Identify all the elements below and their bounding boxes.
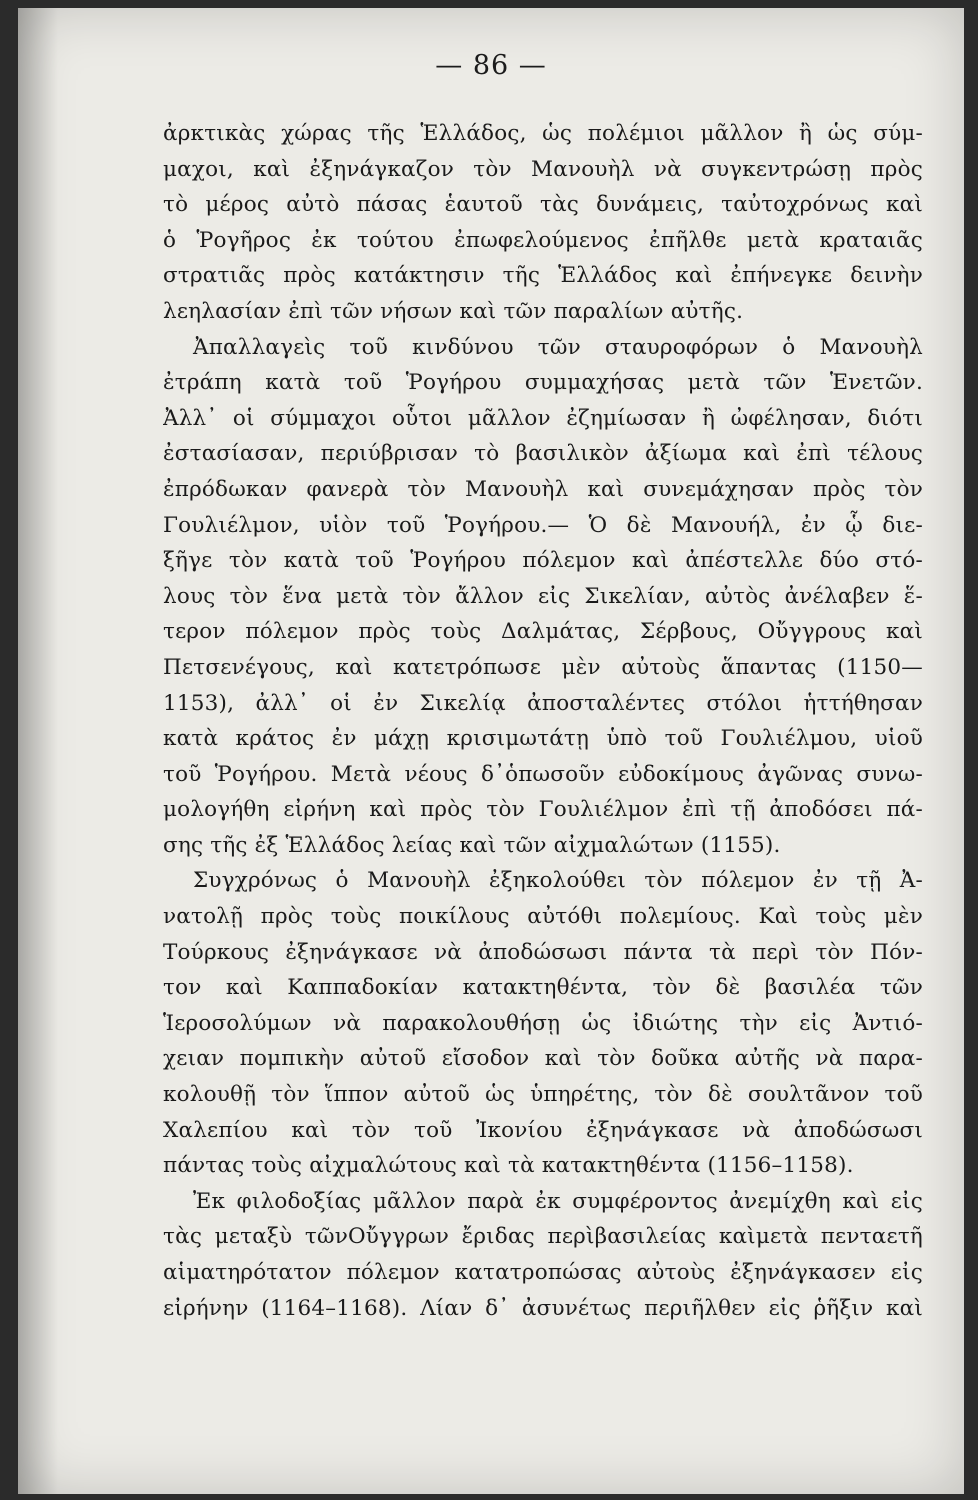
text-line: τὰς μεταξὺ τῶνΟὔγγρων ἔριδας περὶβασιλείας καὶμετὰ πενταετῆ <box>163 1224 923 1250</box>
text-line: Πετσενέγους, καὶ κατετρόπωσε μὲν αὐτοὺς ἅπαντας (1150— <box>163 654 923 680</box>
text-line: Γουλιέλμον, υἱὸν τοῦ Ῥογήρου.— Ὁ δὲ Μανουήλ, ἐν ᾧ διε- <box>163 512 923 538</box>
text-line: χειαν πομπικὴν αὐτοῦ εἴσοδον καὶ τὸν δοῦκα αὐτῆς νὰ παρα- <box>163 1046 923 1072</box>
text-line: ἀρκτικὰς χώρας τῆς Ἑλλάδος, ὡς πολέμιοι μᾶλλον ἢ ὡς σύμ- <box>163 121 923 146</box>
text-line: νατολῇ πρὸς τοὺς ποικίλους αὐτόθι πολεμίους. Καὶ τοὺς μὲν <box>163 904 923 930</box>
text-line: τερον πόλεμον πρὸς τοὺς Δαλμάτας, Σέρβους, Οὔγγρους καὶ <box>163 619 923 645</box>
text-line: κολουθῇ τὸν ἵππον αὐτοῦ ὡς ὑπηρέτης, τὸν δὲ σουλτᾶνον τοῦ <box>163 1082 923 1108</box>
text-line: Ἀλλ᾽ οἱ σύμμαχοι οὗτοι μᾶλλον ἐζημίωσαν ἢ ὠφέλησαν, διότι <box>163 405 923 431</box>
text-line: ὁ Ῥογῆρος ἐκ τούτου ἐπωφελούμενος ἐπῆλθε μετὰ κραταιᾶς <box>163 227 923 253</box>
text-line: Συγχρόνως ὁ Μανουὴλ ἐξηκολούθει τὸν πόλεμον ἐν τῇ Ἀ- <box>193 868 923 894</box>
text-line: ἐπρόδωκαν φανερὰ τὸν Μανουὴλ καὶ συνεμάχησαν πρὸς τὸν <box>163 476 923 502</box>
text-line: Χαλεπίου καὶ τὸν τοῦ Ἰκονίου ἐξηνάγκασε νὰ ἀποδώσωσι <box>163 1117 923 1143</box>
text-line: λεηλασίαν ἐπὶ τῶν νήσων καὶ τῶν παραλίων αὐτῆς. <box>163 298 744 324</box>
text-line: μαχοι, καὶ ἐξηνάγκαζον τὸν Μανουὴλ νὰ συγκεντρώσῃ πρὸς <box>163 156 923 182</box>
text-line: εἰρήνην (1164–1168). Λίαν δ᾽ ἀσυνέτως περιῆλθεν εἰς ῥῆξιν καὶ <box>163 1295 923 1321</box>
book-page <box>18 8 964 1494</box>
text-line: πάντας τοὺς αἰχμαλώτους καὶ τὰ κατακτηθέντα (1156–1158). <box>163 1153 854 1179</box>
text-line: στρατιᾶς πρὸς κατάκτησιν τῆς Ἑλλάδος καὶ ἐπήνεγκε δεινὴν <box>163 263 923 289</box>
text-line: 1153), ἀλλ᾽ οἱ ἐν Σικελίᾳ ἀποσταλέντες στόλοι ἡττήθησαν <box>163 690 923 716</box>
text-line: Ἀπαλλαγεὶς τοῦ κινδύνου τῶν σταυροφόρων ὁ Μανουὴλ <box>193 334 923 360</box>
text-line: ξῆγε τὸν κατὰ τοῦ Ῥογήρου πόλεμον καὶ ἀπέστελλε δύο στό- <box>163 548 923 574</box>
text-line: ἐστασίασαν, περιύβρισαν τὸ βασιλικὸν ἀξίωμα καὶ ἐπὶ τέλους <box>163 441 923 467</box>
text-line: ἐτράπη κατὰ τοῦ Ῥογήρου συμμαχήσας μετὰ τῶν Ἑνετῶν. <box>163 370 923 396</box>
text-line: τὸ μέρος αὐτὸ πάσας ἑαυτοῦ τὰς δυνάμεις, ταὐτοχρόνως καὶ <box>163 192 923 218</box>
text-line: τον καὶ Καππαδοκίαν κατακτηθέντα, τὸν δὲ βασιλέα τῶν <box>163 975 923 1001</box>
text-line: Ἐκ φιλοδοξίας μᾶλλον παρὰ ἐκ συμφέροντος ἀνεμίχθη καὶ εἰς <box>193 1188 923 1214</box>
text-line: μολογήθη εἰρήνη καὶ πρὸς τὸν Γουλιέλμον ἐπὶ τῇ ἀποδόσει πά- <box>163 797 923 823</box>
text-line: σης τῆς ἐξ Ἑλλάδος λείας καὶ τῶν αἰχμαλώτων (1155). <box>163 832 781 858</box>
text-line: τοῦ Ῥογήρου. Μετὰ νέους δ᾽ὁπωσοῦν εὐδοκίμους ἀγῶνας συνω- <box>163 761 923 787</box>
page-gutter-shadow <box>18 8 58 1494</box>
page-number: — 86 — <box>435 50 547 81</box>
body-text <box>163 116 923 1326</box>
text-line: αἱματηρότατον πόλεμον κατατροπώσας αὐτοὺς ἐξηνάγκασεν εἰς <box>163 1260 923 1285</box>
text-line: Τούρκους ἐξηνάγκασε νὰ ἀποδώσωσι πάντα τὰ περὶ τὸν Πόν- <box>163 939 923 965</box>
text-line: κατὰ κράτος ἐν μάχῃ κρισιμωτάτῃ ὑπὸ τοῦ Γουλιέλμου, υἱοῦ <box>163 726 923 752</box>
text-line: λους τὸν ἕνα μετὰ τὸν ἄλλον εἰς Σικελίαν, αὐτὸς ἀνέλαβεν ἕ- <box>163 583 923 609</box>
text-line: Ἱεροσολύμων νὰ παρακολουθήσῃ ὡς ἰδιώτης τὴν εἰς Ἀντιό- <box>163 1010 923 1036</box>
